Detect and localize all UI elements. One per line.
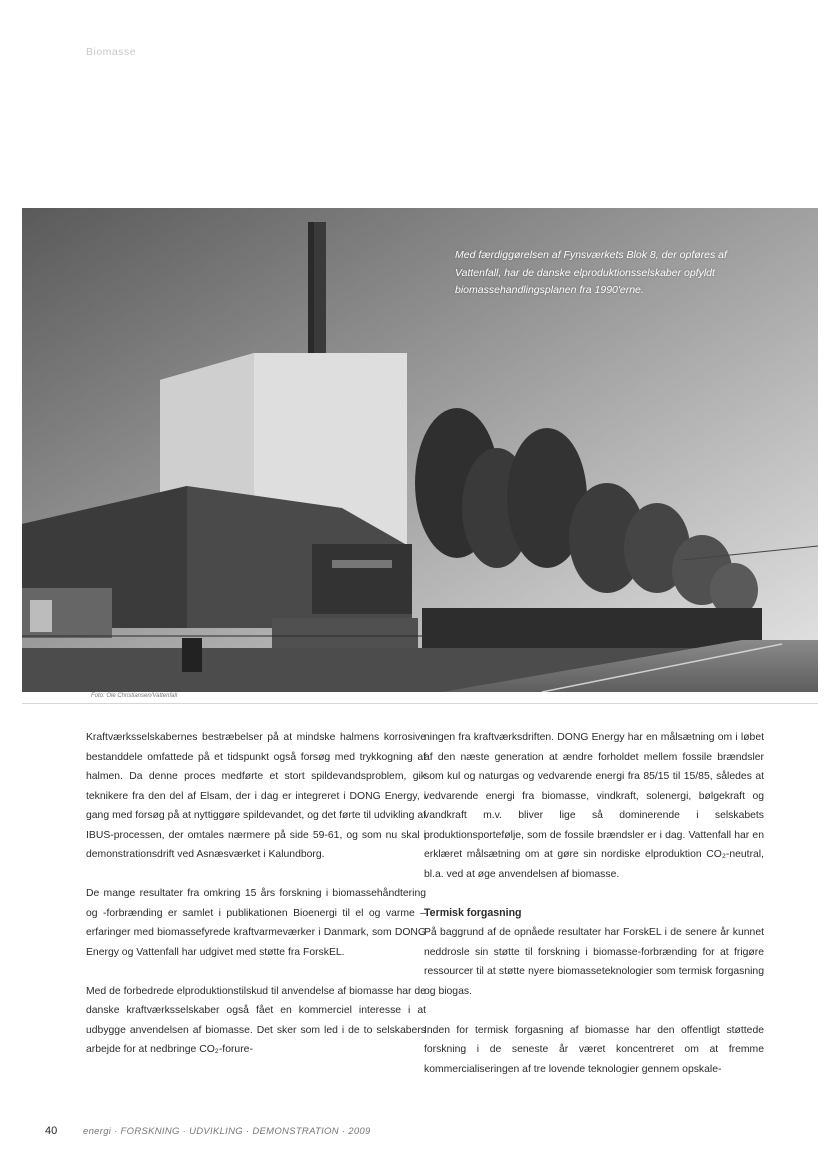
body-paragraph: ningen fra kraftværksdriften. DONG Energy har en målsætning om i løbet af den næste generation at ændre forholdet mellem fossile brændsler som kul og naturgas og vedvarende energi fra 85/15 til 15/85, således at vedvarende energi fra biomasse, vindkraft, solenergi, bølgekraft og vandkraft m.v. bliver lige så dominerende i selskabets produktionsportefølje, som de fossile brændsler er i dag. Vattenfall har en erklæret målsætning om at gøre sin nordiske elproduktion CO₂-neutral, bl.a. ved at øge anvendelsen af biomasse. (424, 732, 764, 880)
section-heading: Termisk forgasning (424, 906, 522, 919)
body-paragraph: Inden for termisk forgasning af biomasse har den offentligt støttede forskning i de seneste år været koncentreret om at fremme kommercialiseringen af tre lovende teknologier gennem opskale- (424, 1024, 764, 1075)
body-paragraph: Med de forbedrede elproduktionstilskud til anvendelse af biomasse har de danske kraftværksselskaber også fået en kommerciel interesse i at udbygge anvendelsen af biomasse. Det sker som led i de to selskabers arbejde for at nedbringe CO₂-forure- (86, 985, 426, 1055)
body-paragraph: De mange resultater fra omkring 15 års forskning i biomassehåndtering og -forbrænding er samlet i publikationen Bioenergi til el og varme – erfaringer med biomassefyrede kraftvarmeværker i Danmark, som DONG Energy og Vattenfall har udgivet med støtte fra ForskEL. (86, 888, 426, 958)
body-paragraph: Kraftværksselskabernes bestræbelser på at mindske halmens korrosive bestanddele omfattede på et tidspunkt også forsøg med trykkogning af halmen. Da denne proces medførte et stort spildevandsproblem, gik teknikere fra den del af Elsam, der i dag er integreret i DONG Energy, i gang med forsøg på at nyttiggøre spildevandet, og det førte til udvikling af IBUS-processen, der omtales nærmere på side 59-61, og som nu skal i demonstrationsdrift ved Asnæsværket i Kalundborg. (86, 732, 426, 860)
photo-credit: Foto: Ole Christiansen/Vattenfall (91, 693, 178, 699)
right-column (424, 728, 764, 1099)
left-column (86, 728, 426, 1079)
page-number: 40 (45, 1125, 58, 1137)
section-label: Biomasse (86, 46, 137, 58)
publication-name: energi · FORSKNING · UDVIKLING · DEMONSTRATION · 2009 (83, 1126, 371, 1137)
page-footer (45, 1125, 371, 1137)
body-paragraph: På baggrund af de opnåede resultater har ForskEL i de senere år kunnet neddrosle sin støtte til forskning i biomasse-forbrænding for at frigøre ressourcer til at støtte nyere biomasseteknologier som termisk forgasning og biogas. (424, 927, 764, 997)
divider (22, 703, 818, 704)
photo-caption: Med færdiggørelsen af Fynsværkets Blok 8, der opføres af Vattenfall, har de danske elproduktionsselskaber opfyldt biomassehandlingsplanen fra 1990'erne. (455, 249, 727, 296)
